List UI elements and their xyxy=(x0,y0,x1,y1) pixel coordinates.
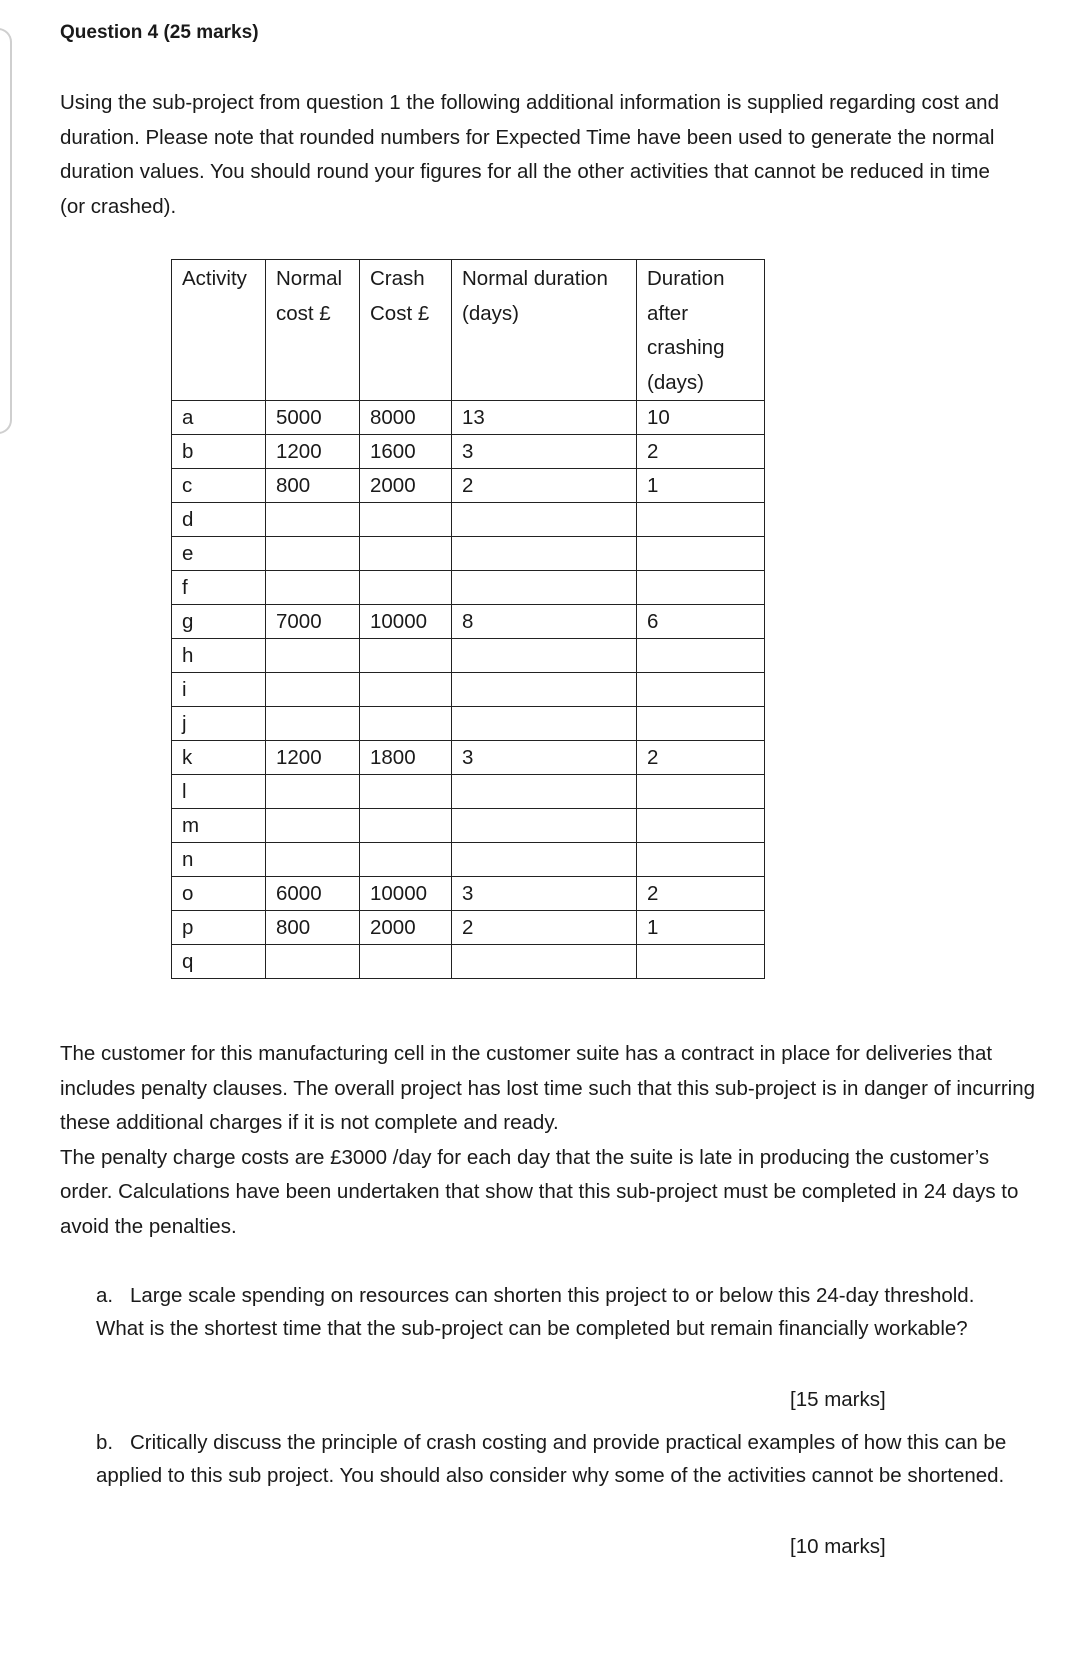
cell-crash-cost xyxy=(360,809,452,843)
cell-normal-duration: 3 xyxy=(452,741,637,775)
cell-activity: h xyxy=(172,639,266,673)
cell-normal-cost xyxy=(266,503,360,537)
cell-normal-cost xyxy=(266,775,360,809)
cell-normal-duration xyxy=(452,571,637,605)
cell-normal-duration: 2 xyxy=(452,469,637,503)
cell-crash-cost xyxy=(360,945,452,979)
question-a-label: a. xyxy=(96,1284,114,1307)
cell-activity: i xyxy=(172,673,266,707)
cell-normal-duration: 3 xyxy=(452,877,637,911)
cell-crash-duration xyxy=(637,809,765,843)
intro-paragraph: Using the sub-project from question 1 the following additional information is supplied regarding cost and duration. Please note that rounded numbers for Expected Time have been used to generate the normal duration values. You should round your figures for all the other activities that cannot be reduced in time (or crashed). xyxy=(60,91,999,218)
table-row xyxy=(172,877,765,911)
cell-normal-cost: 6000 xyxy=(266,877,360,911)
cell-normal-cost xyxy=(266,537,360,571)
table-row xyxy=(172,401,765,435)
table-row xyxy=(172,843,765,877)
cell-normal-cost: 1200 xyxy=(266,435,360,469)
table-row xyxy=(172,469,765,503)
table-row xyxy=(172,639,765,673)
question-a-text: Large scale spending on resources can shorten this project to or below this 24-day threshold. What is the shortest time that the sub-project can be completed but remain financially workable? xyxy=(96,1284,975,1340)
cell-activity: g xyxy=(172,605,266,639)
table-row xyxy=(172,707,765,741)
cell-crash-cost: 8000 xyxy=(360,401,452,435)
cell-normal-cost xyxy=(266,673,360,707)
cell-normal-cost: 800 xyxy=(266,911,360,945)
cell-crash-duration xyxy=(637,571,765,605)
header-activity: Activity xyxy=(172,260,266,401)
cell-normal-duration xyxy=(452,843,637,877)
cell-crash-duration xyxy=(637,537,765,571)
cell-crash-cost: 10000 xyxy=(360,605,452,639)
cell-normal-duration xyxy=(452,503,637,537)
cell-activity: q xyxy=(172,945,266,979)
cell-crash-duration xyxy=(637,775,765,809)
cell-activity: k xyxy=(172,741,266,775)
cell-activity: d xyxy=(172,503,266,537)
table-row xyxy=(172,571,765,605)
context-paragraph xyxy=(60,1037,1040,1244)
cell-activity: p xyxy=(172,911,266,945)
cell-crash-cost xyxy=(360,639,452,673)
question-b-text: Critically discuss the principle of crash costing and provide practical examples of how this can be applied to this sub project. You should also consider why some of the activities cannot be shortened. xyxy=(96,1431,1007,1487)
cell-crash-duration: 2 xyxy=(637,741,765,775)
cell-normal-cost: 5000 xyxy=(266,401,360,435)
cell-crash-cost xyxy=(360,537,452,571)
cell-crash-duration xyxy=(637,639,765,673)
table-row xyxy=(172,435,765,469)
cell-crash-duration xyxy=(637,843,765,877)
cell-crash-duration xyxy=(637,673,765,707)
cell-activity: c xyxy=(172,469,266,503)
cell-normal-duration: 3 xyxy=(452,435,637,469)
cell-normal-duration xyxy=(452,673,637,707)
cell-normal-duration xyxy=(452,707,637,741)
table-row xyxy=(172,537,765,571)
cell-crash-cost xyxy=(360,673,452,707)
cell-activity: o xyxy=(172,877,266,911)
cell-activity: n xyxy=(172,843,266,877)
table-body xyxy=(172,401,765,979)
cell-activity: e xyxy=(172,537,266,571)
activity-table xyxy=(171,259,765,979)
cell-normal-duration xyxy=(452,809,637,843)
cell-crash-duration: 2 xyxy=(637,877,765,911)
cell-crash-duration xyxy=(637,707,765,741)
cell-crash-duration: 2 xyxy=(637,435,765,469)
cell-normal-duration: 2 xyxy=(452,911,637,945)
cell-activity: a xyxy=(172,401,266,435)
context-line-1: The customer for this manufacturing cell in the customer suite has a contract in place for deliveries that includes penalty clauses. The overall project has lost time such that this sub-project is in danger of incurring these additional charges if it is not complete and ready. xyxy=(60,1042,1036,1134)
cell-crash-cost xyxy=(360,707,452,741)
context-line-2: The penalty charge costs are £3000 /day for each day that the suite is late in producing the customer’s order. Calculations have been undertaken that show that this sub-project must be completed in 24 days to avoid the penalties. xyxy=(60,1145,1019,1238)
table-header-row xyxy=(172,260,765,401)
cell-normal-duration xyxy=(452,639,637,673)
header-normal-cost: Normal cost £ xyxy=(266,260,360,401)
question-b-label: b. xyxy=(96,1431,114,1454)
table-row xyxy=(172,673,765,707)
cell-activity: j xyxy=(172,707,266,741)
cell-activity: l xyxy=(172,775,266,809)
cell-normal-cost xyxy=(266,945,360,979)
cell-crash-cost: 1800 xyxy=(360,741,452,775)
question-b xyxy=(96,1426,1016,1492)
header-crash-cost: Crash Cost £ xyxy=(360,260,452,401)
cell-crash-duration: 1 xyxy=(637,911,765,945)
cell-normal-duration xyxy=(452,945,637,979)
cell-crash-cost xyxy=(360,775,452,809)
cell-normal-duration: 13 xyxy=(452,401,637,435)
table-row xyxy=(172,809,765,843)
cell-crash-duration xyxy=(637,503,765,537)
table-row xyxy=(172,775,765,809)
cell-normal-cost xyxy=(266,809,360,843)
table-row xyxy=(172,911,765,945)
question-b-marks: [10 marks] xyxy=(790,1535,886,1558)
table-row xyxy=(172,945,765,979)
margin-bracket xyxy=(0,28,12,434)
cell-crash-cost: 1600 xyxy=(360,435,452,469)
cell-normal-cost: 800 xyxy=(266,469,360,503)
question-heading: Question 4 (25 marks) xyxy=(60,22,259,43)
cell-crash-cost xyxy=(360,503,452,537)
question-a-marks: [15 marks] xyxy=(790,1388,886,1411)
cell-activity: b xyxy=(172,435,266,469)
cell-normal-cost: 1200 xyxy=(266,741,360,775)
cell-normal-cost xyxy=(266,571,360,605)
cell-normal-cost: 7000 xyxy=(266,605,360,639)
cell-crash-cost: 10000 xyxy=(360,877,452,911)
cell-crash-duration xyxy=(637,945,765,979)
header-crash-duration: Duration after crashing (days) xyxy=(637,260,765,401)
cell-normal-duration xyxy=(452,537,637,571)
table-row xyxy=(172,503,765,537)
cell-crash-duration: 10 xyxy=(637,401,765,435)
cell-normal-cost xyxy=(266,843,360,877)
cell-crash-duration: 6 xyxy=(637,605,765,639)
table-row xyxy=(172,741,765,775)
cell-activity: m xyxy=(172,809,266,843)
header-normal-duration: Normal duration (days) xyxy=(452,260,637,401)
cell-crash-cost xyxy=(360,571,452,605)
table-row xyxy=(172,605,765,639)
cell-normal-duration xyxy=(452,775,637,809)
cell-crash-cost: 2000 xyxy=(360,911,452,945)
cell-crash-cost: 2000 xyxy=(360,469,452,503)
cell-normal-cost xyxy=(266,639,360,673)
cell-crash-duration: 1 xyxy=(637,469,765,503)
cell-activity: f xyxy=(172,571,266,605)
cell-normal-cost xyxy=(266,707,360,741)
cell-crash-cost xyxy=(360,843,452,877)
cell-normal-duration: 8 xyxy=(452,605,637,639)
question-a xyxy=(96,1279,996,1345)
